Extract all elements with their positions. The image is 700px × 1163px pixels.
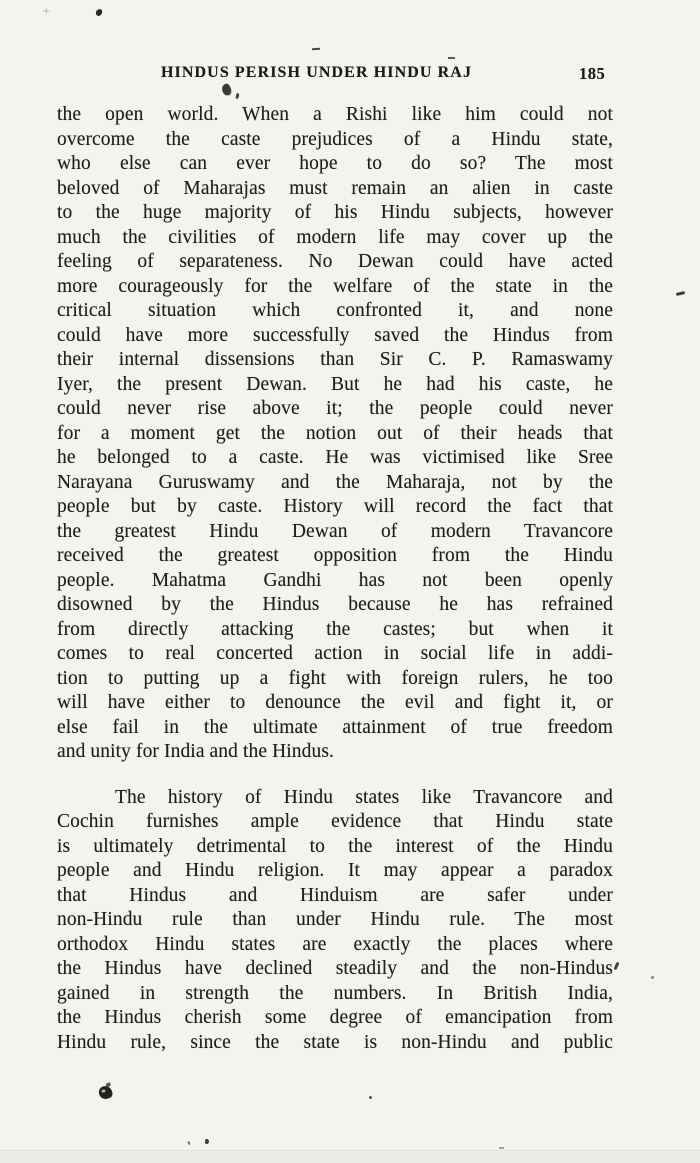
text-line: Cochin furnishes ample evidence that Hindu state — [57, 811, 613, 832]
text-line: from directly attacking the castes; but when it — [57, 618, 613, 640]
text-line: the Hindus have declined steadily and the non-Hindus — [57, 958, 613, 979]
ink-speck — [499, 1147, 504, 1149]
paragraph — [57, 103, 613, 765]
page-header — [0, 64, 700, 86]
text-line: he belonged to a caste. He was victimised like Sree — [57, 447, 613, 468]
text-line: received the greatest opposition from the Hindu — [57, 545, 613, 566]
text-line: critical situation which confronted it, and none — [57, 300, 613, 321]
body-text — [57, 103, 613, 1055]
ink-blot — [97, 1084, 113, 1100]
text-line: and unity for India and the Hindus. — [57, 741, 334, 762]
text-line: beloved of Maharajas must remain an alien in caste — [57, 177, 613, 199]
ink-speck — [187, 1141, 190, 1145]
text-line: could have more successfully saved the Hindus from — [57, 324, 613, 346]
text-line: feeling of separateness. No Dewan could have acted — [57, 251, 613, 272]
text-line: will have either to denounce the evil and fight it, or — [57, 692, 613, 713]
ink-speck — [235, 93, 239, 100]
text-line: non-Hindu rule than under Hindu rule. The most — [57, 909, 613, 930]
text-line: The history of Hindu states like Travancore and — [115, 786, 613, 808]
text-line: people. Mahatma Gandhi has not been openly — [57, 569, 613, 591]
text-line: their internal dissensions than Sir C. P. Ramaswamy — [57, 349, 613, 370]
text-line: the greatest Hindu Dewan of modern Travancore — [57, 520, 613, 542]
text-line: Hindu rule, since the state is non-Hindu and public — [57, 1031, 613, 1053]
text-line: more courageously for the welfare of the state in the — [57, 275, 613, 297]
page-bottom-edge — [0, 1150, 700, 1163]
text-line: to the huge majority of his Hindu subjects, however — [57, 202, 613, 223]
text-line: else fail in the ultimate attainment of true freedom — [57, 716, 613, 738]
text-line: Iyer, the present Dewan. But he had his caste, he — [57, 373, 613, 395]
text-line: people but by caste. History will record the fact that — [57, 496, 613, 517]
text-line: orthodox Hindu states are exactly the places where — [57, 933, 613, 955]
text-line: for a moment get the notion out of their heads that — [57, 422, 613, 444]
text-line: the open world. When a Rishi like him could not — [57, 104, 613, 125]
text-line: is ultimately detrimental to the interest of the Hindu — [57, 835, 613, 857]
text-line: the Hindus cherish some degree of emancipation from — [57, 1007, 613, 1028]
scan-speck-plus: + — [42, 6, 51, 17]
ink-speck — [651, 976, 654, 979]
text-line: could never rise above it; the people could never — [57, 398, 613, 419]
ink-speck — [448, 57, 455, 59]
text-line: overcome the caste prejudices of a Hindu state, — [57, 128, 613, 150]
text-line: that Hindus and Hinduism are safer under — [57, 884, 613, 906]
ink-speck — [614, 962, 620, 971]
text-line: tion to putting up a fight with foreign rulers, he too — [57, 667, 613, 689]
page-number: 185 — [579, 64, 606, 83]
text-line: much the civilities of modern life may cover up the — [57, 226, 613, 248]
text-line: gained in strength the numbers. In British India, — [57, 982, 613, 1004]
text-line: who else can ever hope to do so? The most — [57, 153, 613, 174]
paragraph — [57, 786, 613, 1056]
ink-speck — [369, 1096, 372, 1099]
text-line: comes to real concerted action in social life in addi- — [57, 643, 613, 664]
ink-speck — [205, 1139, 209, 1144]
running-title: HINDUS PERISH UNDER HINDU RAJ — [161, 64, 473, 81]
text-line: disowned by the Hindus because he has refrained — [57, 594, 613, 615]
ink-speck — [312, 48, 320, 51]
text-line: people and Hindu religion. It may appear a paradox — [57, 860, 613, 881]
ink-speck — [676, 291, 685, 296]
text-line: Narayana Guruswamy and the Maharaja, not by the — [57, 471, 613, 493]
ink-speck — [95, 8, 103, 17]
